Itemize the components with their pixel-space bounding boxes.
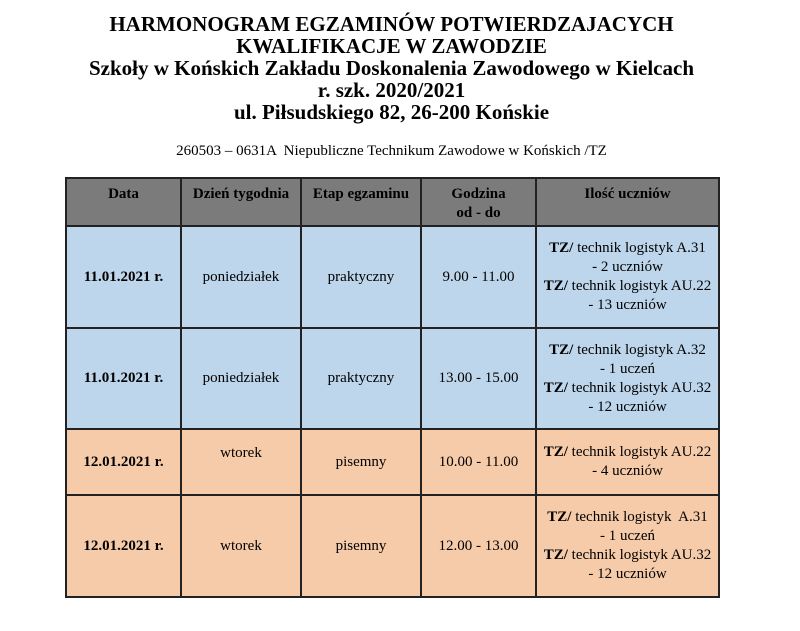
school-code-subtitle: 260503 – 0631A Niepubliczne Technikum Zawodowe w Końskich /TZ	[176, 143, 607, 159]
column-header-label: Ilość uczniów	[584, 186, 671, 202]
date-cell: 11.01.2021 r.	[66, 226, 181, 328]
exam-schedule-table	[65, 177, 720, 598]
column-header-time	[421, 178, 536, 226]
student-line: - 4 uczniów	[592, 463, 663, 479]
student-line: TZ/ technik logistyk A.31	[547, 509, 708, 525]
table-row	[66, 495, 719, 597]
day-cell: poniedziałek	[181, 328, 301, 429]
student-line: - 13 uczniów	[588, 297, 667, 313]
day-cell: wtorek	[181, 429, 301, 495]
students-cell	[536, 226, 719, 328]
title-line-3: Szkoły w Końskich Zakładu Doskonalenia Zawodowego w Kielcach	[88, 56, 695, 80]
column-header-label: Dzień tygodnia	[192, 186, 290, 202]
table-row	[66, 429, 719, 495]
title-block	[65, 13, 718, 123]
student-line: - 1 uczeń	[600, 528, 655, 544]
time-cell: 13.00 - 15.00	[421, 328, 536, 429]
students-cell	[536, 429, 719, 495]
student-line: TZ/ technik logistyk AU.32	[543, 547, 712, 563]
title-line-5: ul. Piłsudskiego 82, 26-200 Końskie	[233, 100, 550, 124]
stage-cell: pisemny	[301, 495, 421, 597]
student-line: - 2 uczniów	[592, 259, 663, 275]
student-line: TZ/ technik logistyk A.32	[549, 341, 706, 358]
date-cell: 12.01.2021 r.	[66, 495, 181, 597]
date-cell: 11.01.2021 r.	[66, 328, 181, 429]
student-line: TZ/ technik logistyk AU.22	[543, 444, 712, 460]
student-line: - 12 uczniów	[588, 398, 667, 415]
title-line-2: KWALIFIKACJE W ZAWODZIE	[236, 34, 547, 58]
stage-cell: praktyczny	[301, 226, 421, 328]
student-line: TZ/ technik logistyk AU.22	[543, 278, 712, 294]
time-cell: 9.00 - 11.00	[421, 226, 536, 328]
day-cell: wtorek	[181, 495, 301, 597]
table-header-row	[66, 178, 719, 226]
column-header-label-line2: od - do	[456, 205, 501, 221]
title-line-1: HARMONOGRAM EGZAMINÓW POTWIERDZAJACYCH	[109, 12, 674, 36]
day-cell: poniedziałek	[181, 226, 301, 328]
column-header-day	[181, 178, 301, 226]
student-line: - 1 uczeń	[600, 360, 655, 377]
student-line: - 12 uczniów	[588, 566, 667, 582]
time-cell: 12.00 - 13.00	[421, 495, 536, 597]
students-cell	[536, 495, 719, 597]
column-header-label: Data	[108, 186, 139, 202]
table-row	[66, 328, 719, 429]
student-line: TZ/ technik logistyk AU.32	[543, 379, 712, 396]
column-header-label: Godzina	[451, 186, 506, 202]
table-row	[66, 226, 719, 328]
document-page	[65, 0, 718, 598]
column-header-label: Etap egzaminu	[312, 186, 410, 202]
students-cell	[536, 328, 719, 429]
title-line-4: r. szk. 2020/2021	[317, 78, 466, 102]
column-header-stage	[301, 178, 421, 226]
column-header-data	[66, 178, 181, 226]
student-line: TZ/ technik logistyk A.31	[549, 240, 706, 256]
time-cell: 10.00 - 11.00	[421, 429, 536, 495]
stage-cell: praktyczny	[301, 328, 421, 429]
stage-cell: pisemny	[301, 429, 421, 495]
column-header-students	[536, 178, 719, 226]
date-cell: 12.01.2021 r.	[66, 429, 181, 495]
